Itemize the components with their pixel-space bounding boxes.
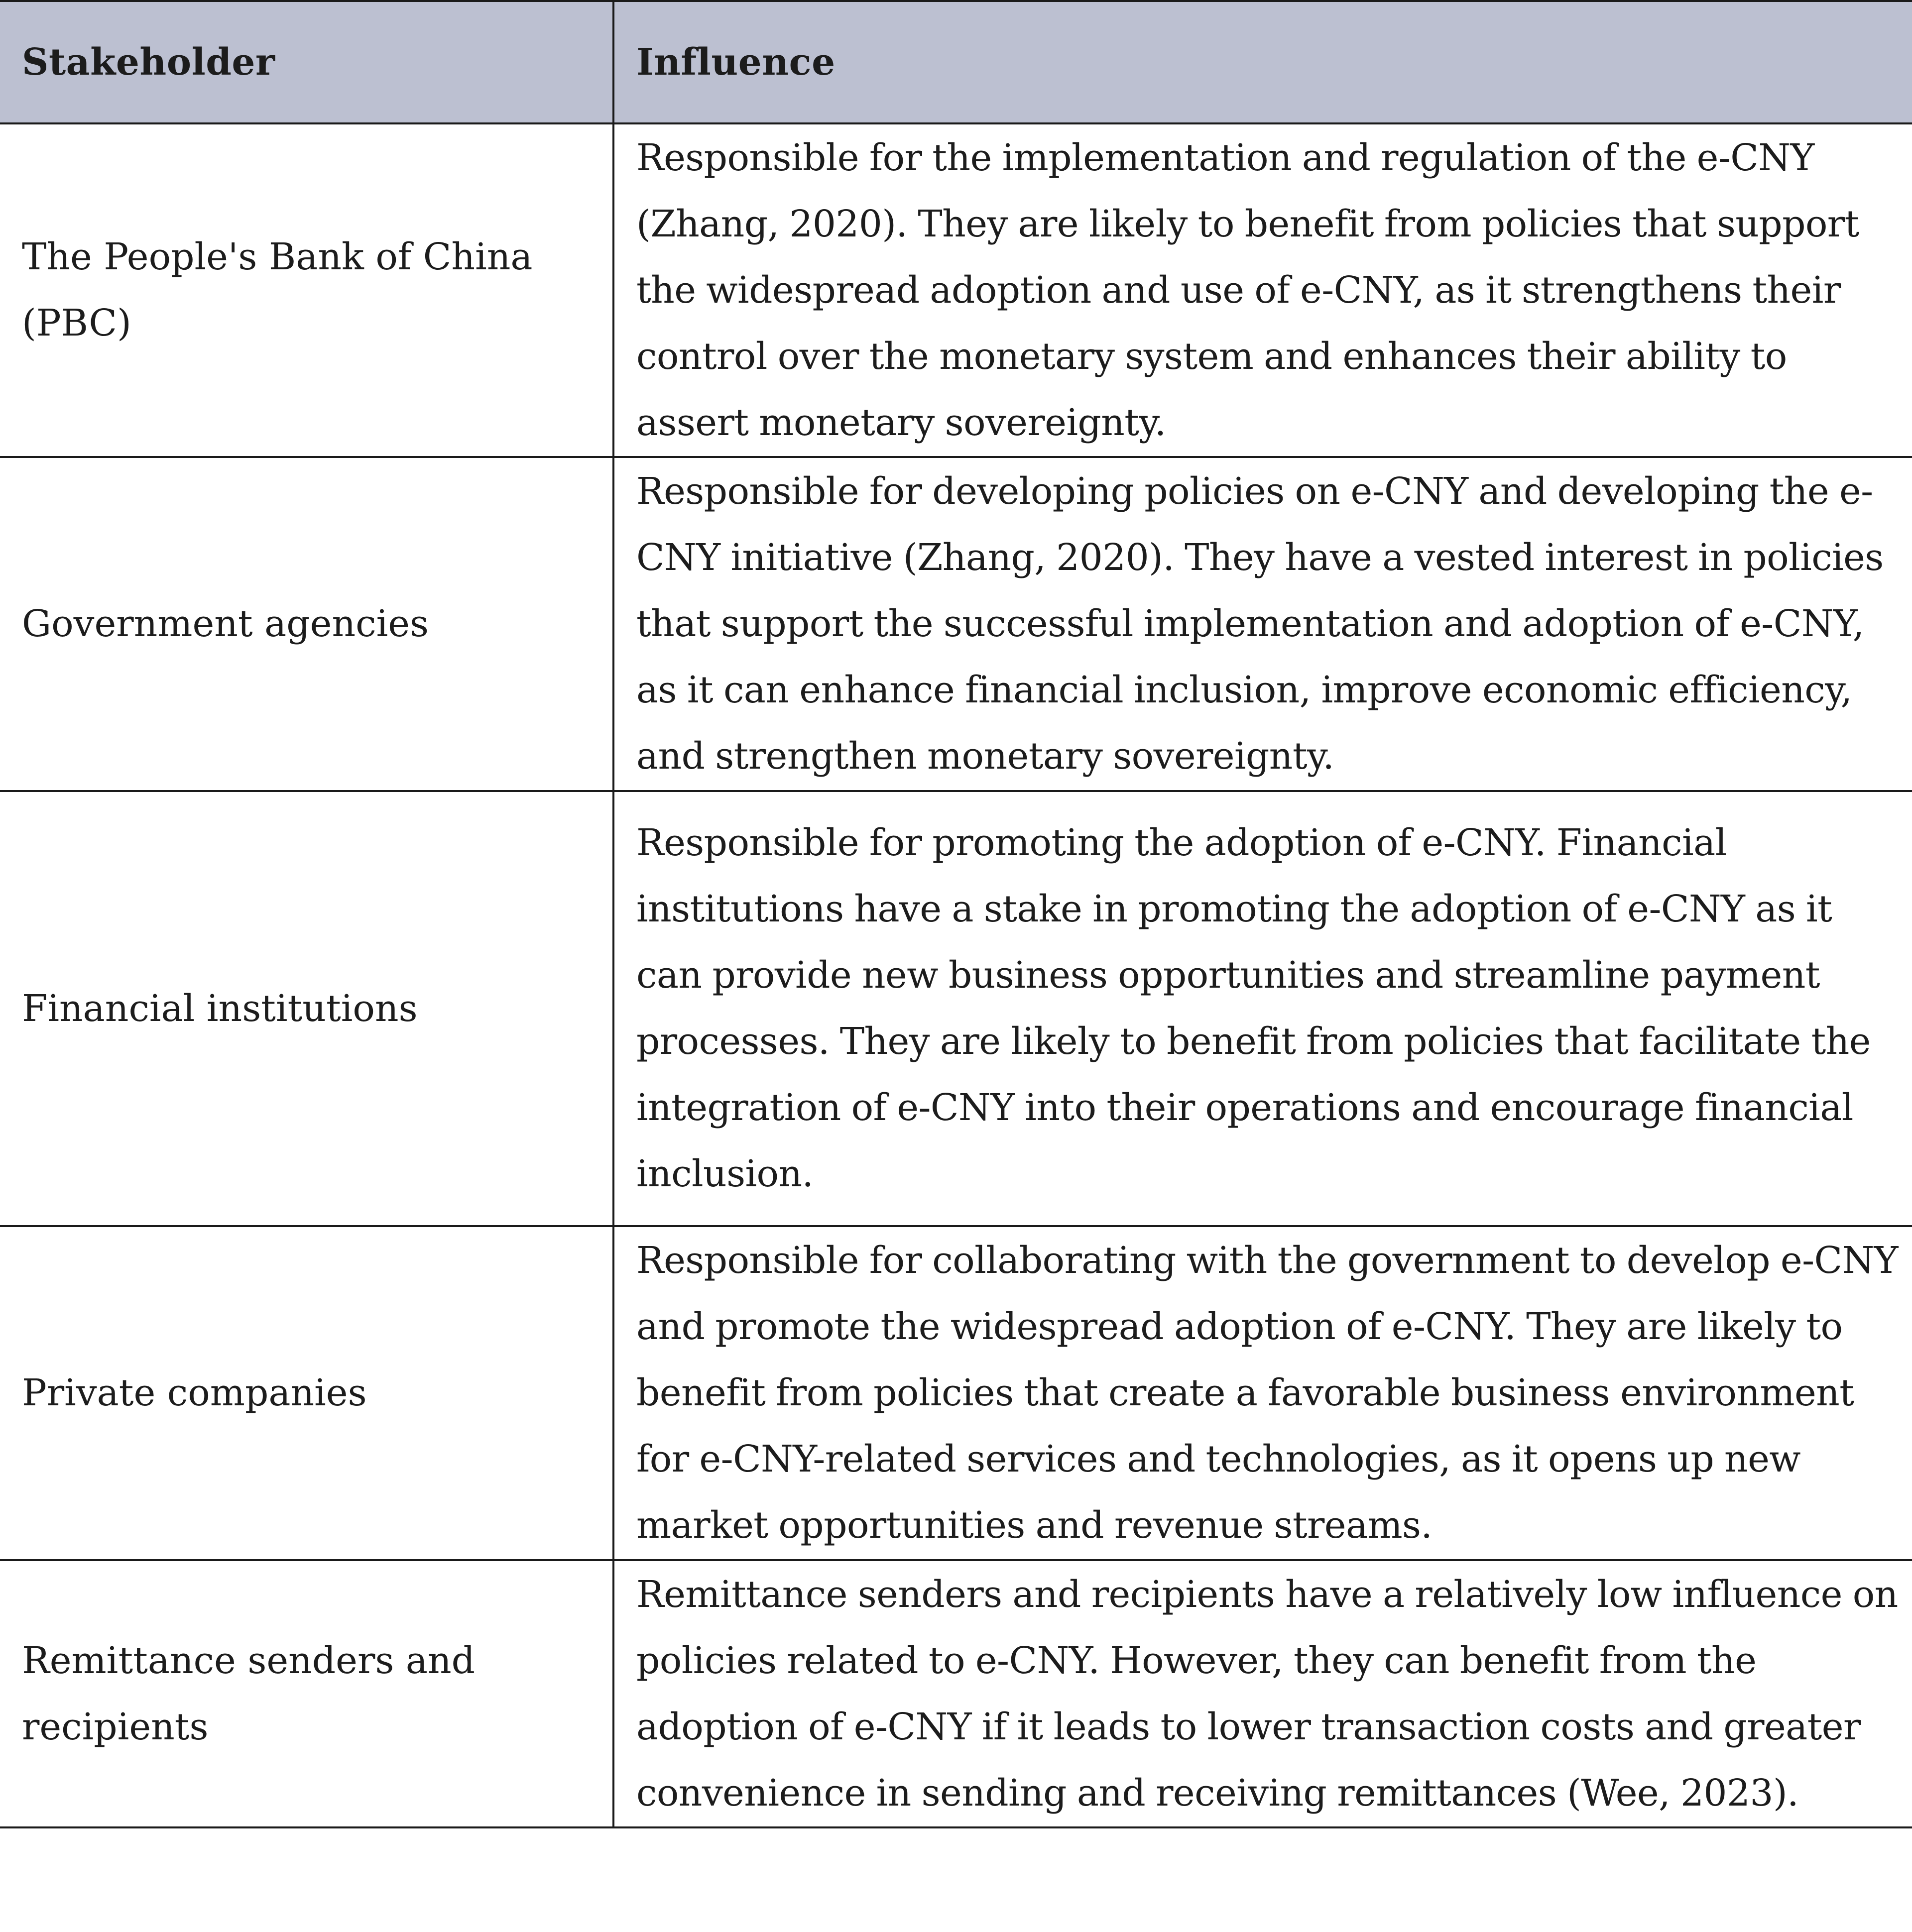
table-row	[0, 1560, 1912, 1827]
table-row	[0, 123, 1912, 457]
stakeholder-cell: Government agencies	[0, 457, 613, 791]
influence-cell: Remittance senders and recipients have a relatively low influence on policies related to e-CNY. However, they can benefit from the adoption of e-CNY if it leads to lower transaction costs and greater convenience in sending and receiving remittances (Wee, 2023).	[613, 1560, 1912, 1827]
stakeholder-cell: Remittance senders and recipients	[0, 1560, 613, 1827]
stakeholder-cell: The People's Bank of China (PBC)	[0, 123, 613, 457]
table-row	[0, 457, 1912, 791]
table-row	[0, 791, 1912, 1226]
influence-cell: Responsible for promoting the adoption of e-CNY. Financial institutions have a stake in promoting the adoption of e-CNY as it can provide new business opportunities and streamline payment processes. They are likely to benefit from policies that facilitate the integration of e-CNY into their operations and encourage financial inclusion.	[613, 791, 1912, 1226]
header-row	[0, 1, 1912, 123]
stakeholder-cell: Financial institutions	[0, 791, 613, 1226]
table-row	[0, 1226, 1912, 1560]
header-influence: Influence	[613, 1, 1912, 123]
stakeholder-cell: Private companies	[0, 1226, 613, 1560]
influence-cell: Responsible for developing policies on e-CNY and developing the e-CNY initiative (Zhang, 2020). They have a vested interest in policies that support the successful implementation and adoption of e-CNY, as it can enhance financial inclusion, improve economic efficiency, and strengthen monetary sovereignty.	[613, 457, 1912, 791]
influence-cell: Responsible for collaborating with the government to develop e-CNY and promote the widespread adoption of e-CNY. They are likely to benefit from policies that create a favorable business environment for e-CNY-related services and technologies, as it opens up new market opportunities and revenue streams.	[613, 1226, 1912, 1560]
table-header	[0, 1, 1912, 123]
table-body	[0, 123, 1912, 1827]
influence-cell: Responsible for the implementation and regulation of the e-CNY (Zhang, 2020). They are likely to benefit from policies that support the widespread adoption and use of e-CNY, as it strengthens their control over the monetary system and enhances their ability to assert monetary sovereignty.	[613, 123, 1912, 457]
header-stakeholder: Stakeholder	[0, 1, 613, 123]
